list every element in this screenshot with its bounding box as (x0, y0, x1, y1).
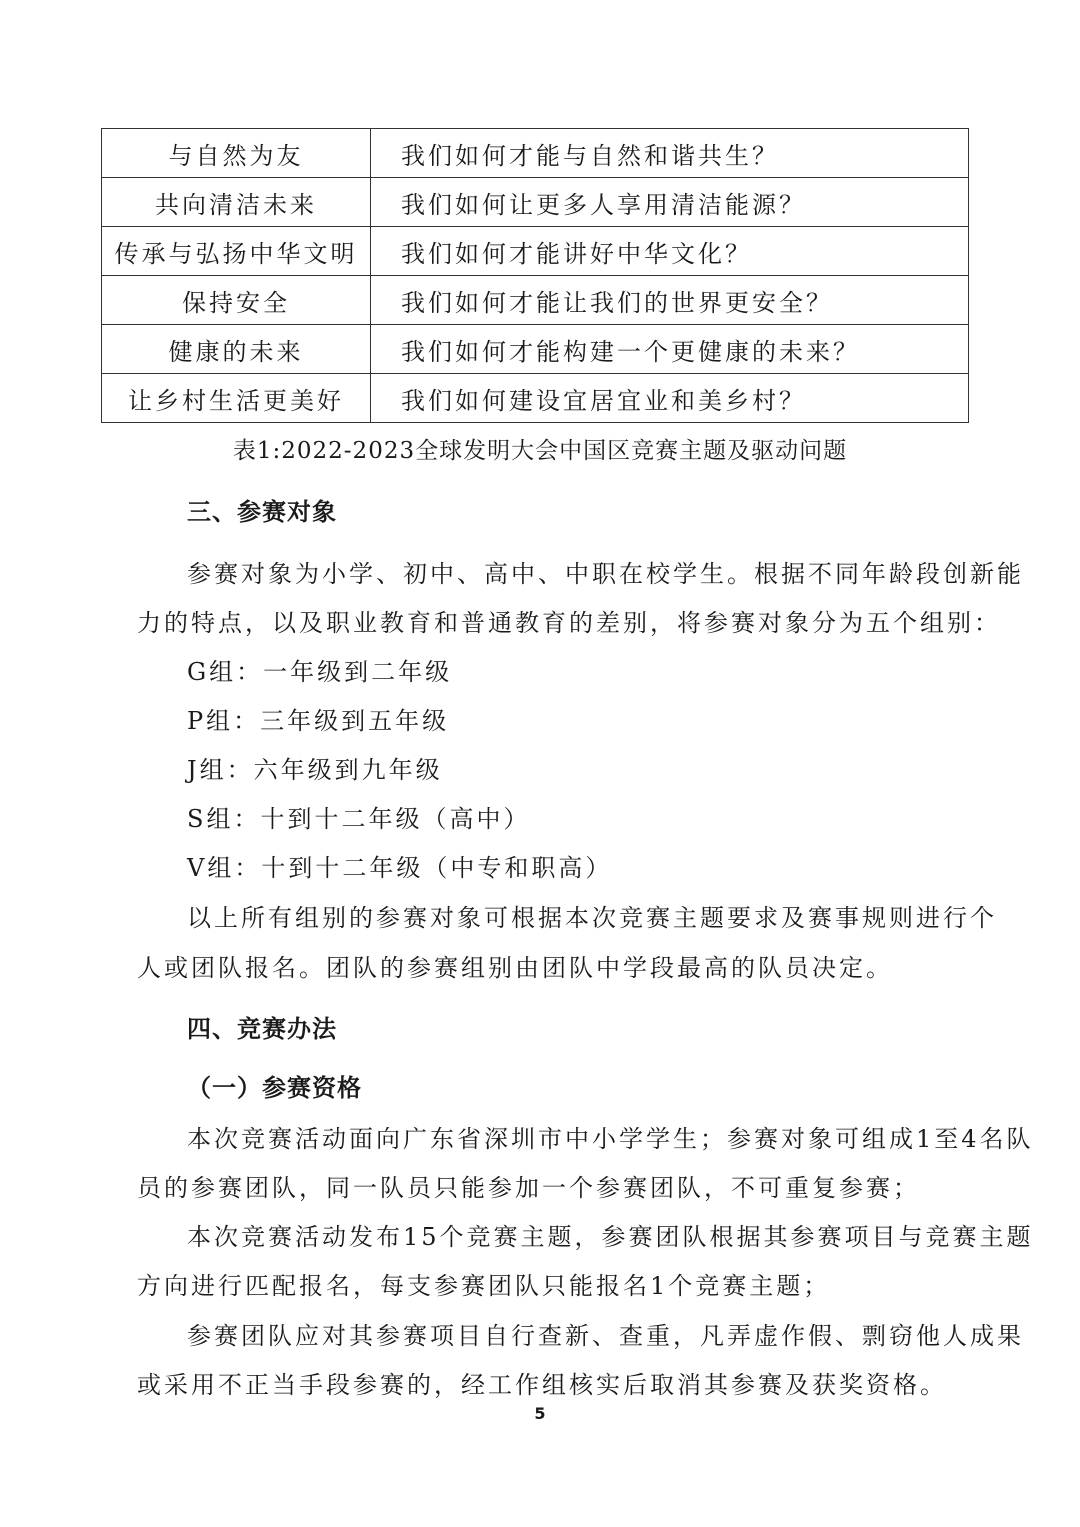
paragraph-line: 或采用不正当手段参赛的，经工作组核实后取消其参赛及获奖资格。 (137, 1371, 947, 1399)
section-heading-methods: 四、竞赛办法 (187, 1015, 337, 1043)
paragraph-line: 以上所有组别的参赛对象可根据本次竞赛主题要求及赛事规则进行个 (187, 904, 997, 932)
subsection-heading-eligibility: （一）参赛资格 (187, 1074, 362, 1102)
theme-cell: 保持安全 (102, 276, 371, 325)
group-item: V组：十到十二年级（中专和职高） (187, 854, 613, 882)
table-row (102, 374, 969, 423)
table-row (102, 325, 969, 374)
page-number: 5 (534, 1404, 546, 1423)
question-cell: 我们如何才能构建一个更健康的未来？ (371, 325, 969, 374)
question-cell: 我们如何才能与自然和谐共生？ (371, 129, 969, 178)
question-cell: 我们如何才能讲好中华文化？ (371, 227, 969, 276)
question-cell: 我们如何建设宜居宜业和美乡村？ (371, 374, 969, 423)
theme-cell: 共向清洁未来 (102, 178, 371, 227)
question-cell: 我们如何让更多人享用清洁能源？ (371, 178, 969, 227)
paragraph-line: 本次竞赛活动面向广东省深圳市中小学学生；参赛对象可组成1至4名队 (187, 1125, 1034, 1153)
table-row (102, 276, 969, 325)
table-row (102, 129, 969, 178)
table-row (102, 178, 969, 227)
group-item: S组：十到十二年级（高中） (187, 805, 531, 833)
paragraph-line: 力的特点，以及职业教育和普通教育的差别，将参赛对象分为五个组别： (137, 609, 1001, 637)
group-item: P组：三年级到五年级 (187, 707, 450, 735)
paragraph-line: 参赛团队应对其参赛项目自行查新、查重，凡弄虚作假、剽窃他人成果 (187, 1322, 1024, 1350)
theme-cell: 传承与弘扬中华文明 (102, 227, 371, 276)
paragraph-line: 本次竞赛活动发布15个竞赛主题，参赛团队根据其参赛项目与竞赛主题 (187, 1223, 1034, 1251)
table-row (102, 227, 969, 276)
paragraph-line: 人或团队报名。团队的参赛组别由团队中学段最高的队员决定。 (137, 954, 893, 982)
group-item: G组：一年级到二年级 (187, 658, 453, 686)
question-cell: 我们如何才能让我们的世界更安全？ (371, 276, 969, 325)
theme-cell: 与自然为友 (102, 129, 371, 178)
paragraph-line: 方向进行匹配报名，每支参赛团队只能报名1个竞赛主题； (137, 1272, 831, 1300)
table-caption: 表1:2022-2023全球发明大会中国区竞赛主题及驱动问题 (232, 438, 848, 464)
section-heading-participants: 三、参赛对象 (187, 498, 337, 526)
paragraph-line: 员的参赛团队，同一队员只能参加一个参赛团队，不可重复参赛； (137, 1174, 920, 1202)
paragraph-line: 参赛对象为小学、初中、高中、中职在校学生。根据不同年龄段创新能 (187, 560, 1024, 588)
competition-topics-table (101, 128, 969, 423)
group-item: J组：六年级到九年级 (187, 756, 443, 784)
theme-cell: 让乡村生活更美好 (102, 374, 371, 423)
theme-cell: 健康的未来 (102, 325, 371, 374)
